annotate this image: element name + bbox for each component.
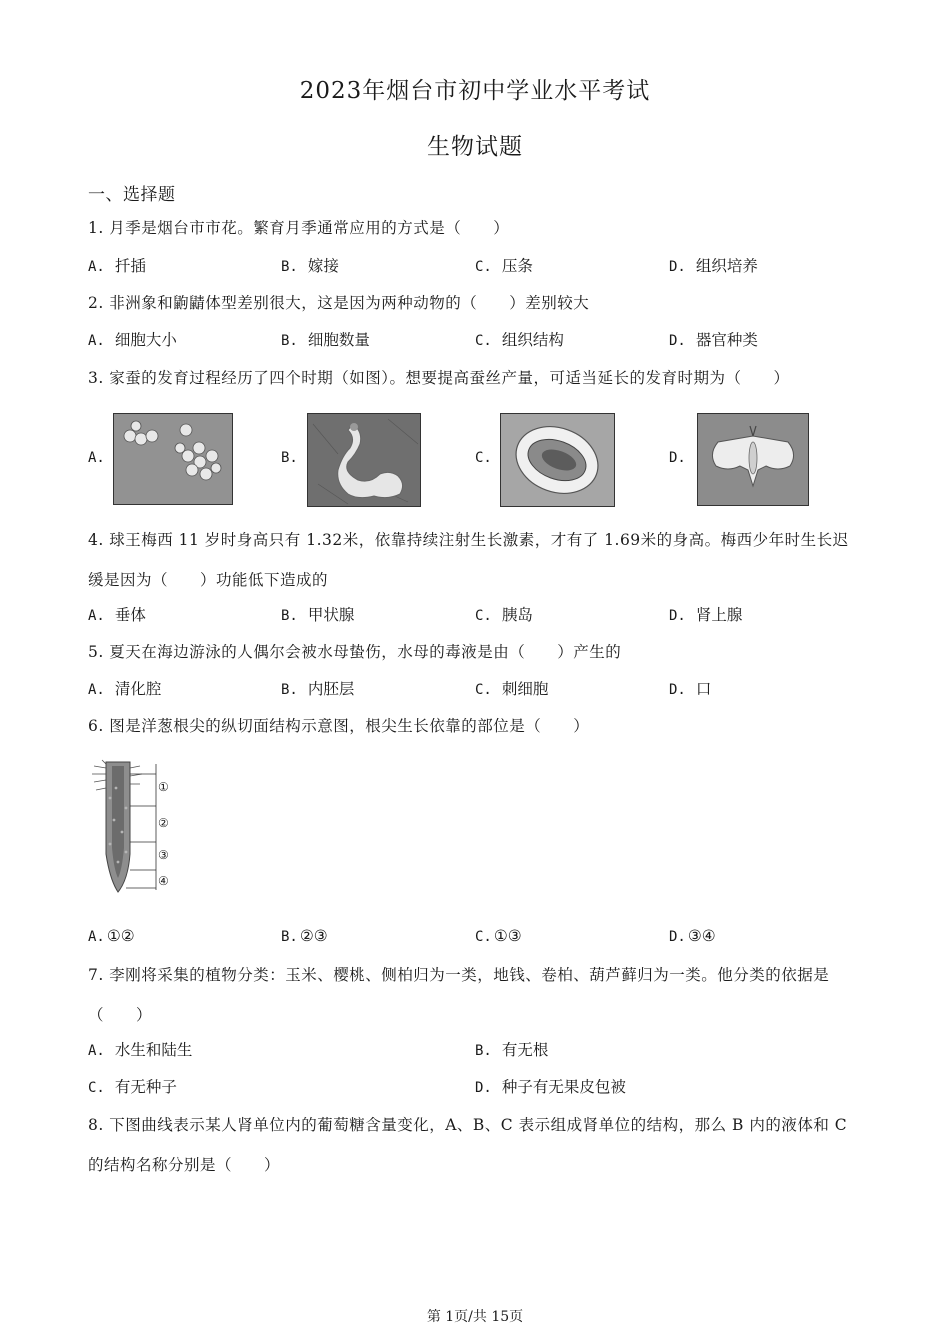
q7-option-c: C. 有无种子 <box>88 1078 177 1096</box>
q5-option-c: C. 刺细胞 <box>475 680 549 698</box>
question-7-stem: 7. 李刚将采集的植物分类：玉米、樱桃、侧柏归为一类，地钱、卷柏、葫芦藓归为一类。他分类的依据是 <box>88 966 830 984</box>
silkworm-egg-photo <box>113 413 233 505</box>
q1-option-b: B. 嫁接 <box>281 257 339 275</box>
q2-option-a: A. 细胞大小 <box>88 331 177 349</box>
exam-title: 2023年烟台市初中学业水平考试 <box>299 78 651 104</box>
question-8-stem-continued: 的结构名称分别是（ ） <box>88 1156 281 1174</box>
root-zone-label-2: ② <box>158 816 169 830</box>
q1-option-c: C. 压条 <box>475 257 533 275</box>
q7-option-d: D. 种子有无果皮包被 <box>475 1078 626 1096</box>
q6-option-d: D. ③④ <box>669 927 716 945</box>
q4-option-a: A. 垂体 <box>88 606 146 624</box>
question-4-stem: 4. 球王梅西 11 岁时身高只有 1.32米，依靠持续注射生长激素，才有了 1.69米的身高。梅西少年时生长迟 <box>88 531 849 549</box>
q7-option-a: A. 水生和陆生 <box>88 1041 193 1059</box>
q3-option-c: C. <box>475 450 492 466</box>
root-zone-label-3: ③ <box>158 848 169 862</box>
question-2-stem: 2. 非洲象和鼩鼱体型差别很大，这是因为两种动物的（ ）差别较大 <box>88 294 590 312</box>
question-4-stem-continued: 缓是因为（ ）功能低下造成的 <box>88 571 329 589</box>
silkworm-moth-photo <box>697 413 809 506</box>
q3-option-a: A. <box>88 450 105 466</box>
q6-option-b: B. ②③ <box>281 927 328 945</box>
q5-option-a: A. 清化腔 <box>88 680 162 698</box>
silkworm-cocoon-photo <box>500 413 615 507</box>
q2-option-b: B. 细胞数量 <box>281 331 370 349</box>
q5-option-d: D. 口 <box>669 680 712 698</box>
question-1-stem: 1. 月季是烟台市市花。繁育月季通常应用的方式是（ ） <box>88 219 510 237</box>
q2-option-d: D. 器官种类 <box>669 331 758 349</box>
question-3-stem: 3. 家蚕的发育过程经历了四个时期（如图）。想要提高蚕丝产量，可适当延长的发育时期为（ ） <box>88 369 790 387</box>
question-8-stem: 8. 下图曲线表示某人肾单位内的葡萄糖含量变化，A、B、C 表示组成肾单位的结构，那么 B 内的液体和 C <box>88 1116 848 1134</box>
exam-subtitle: 生物试题 <box>427 134 523 160</box>
q4-option-b: B. 甲状腺 <box>281 606 355 624</box>
root-zone-label-4: ④ <box>158 874 169 888</box>
q4-option-d: D. 肾上腺 <box>669 606 743 624</box>
q6-option-c: C. ①③ <box>475 927 522 945</box>
q2-option-c: C. 组织结构 <box>475 331 564 349</box>
question-7-stem-continued: （ ） <box>88 1006 153 1024</box>
section-heading: 一、选择题 <box>88 185 176 205</box>
onion-root-tip-diagram <box>88 758 188 898</box>
q6-option-a: A. ①② <box>88 927 135 945</box>
q3-option-b: B. <box>281 450 298 466</box>
root-zone-label-1: ① <box>158 780 169 794</box>
q3-option-d: D. <box>669 450 686 466</box>
q1-option-d: D. 组织培养 <box>669 257 758 275</box>
q5-option-b: B. 内胚层 <box>281 680 355 698</box>
q1-option-a: A. 扦插 <box>88 257 146 275</box>
q7-option-b: B. 有无根 <box>475 1041 549 1059</box>
question-6-stem: 6. 图是洋葱根尖的纵切面结构示意图，根尖生长依靠的部位是（ ） <box>88 717 590 735</box>
question-5-stem: 5. 夏天在海边游泳的人偶尔会被水母蛰伤，水母的毒液是由（ ）产生的 <box>88 643 622 661</box>
page-number: 第 1页/共 15页 <box>426 1309 524 1325</box>
silkworm-larva-photo <box>307 413 421 507</box>
q4-option-c: C. 胰岛 <box>475 606 533 624</box>
